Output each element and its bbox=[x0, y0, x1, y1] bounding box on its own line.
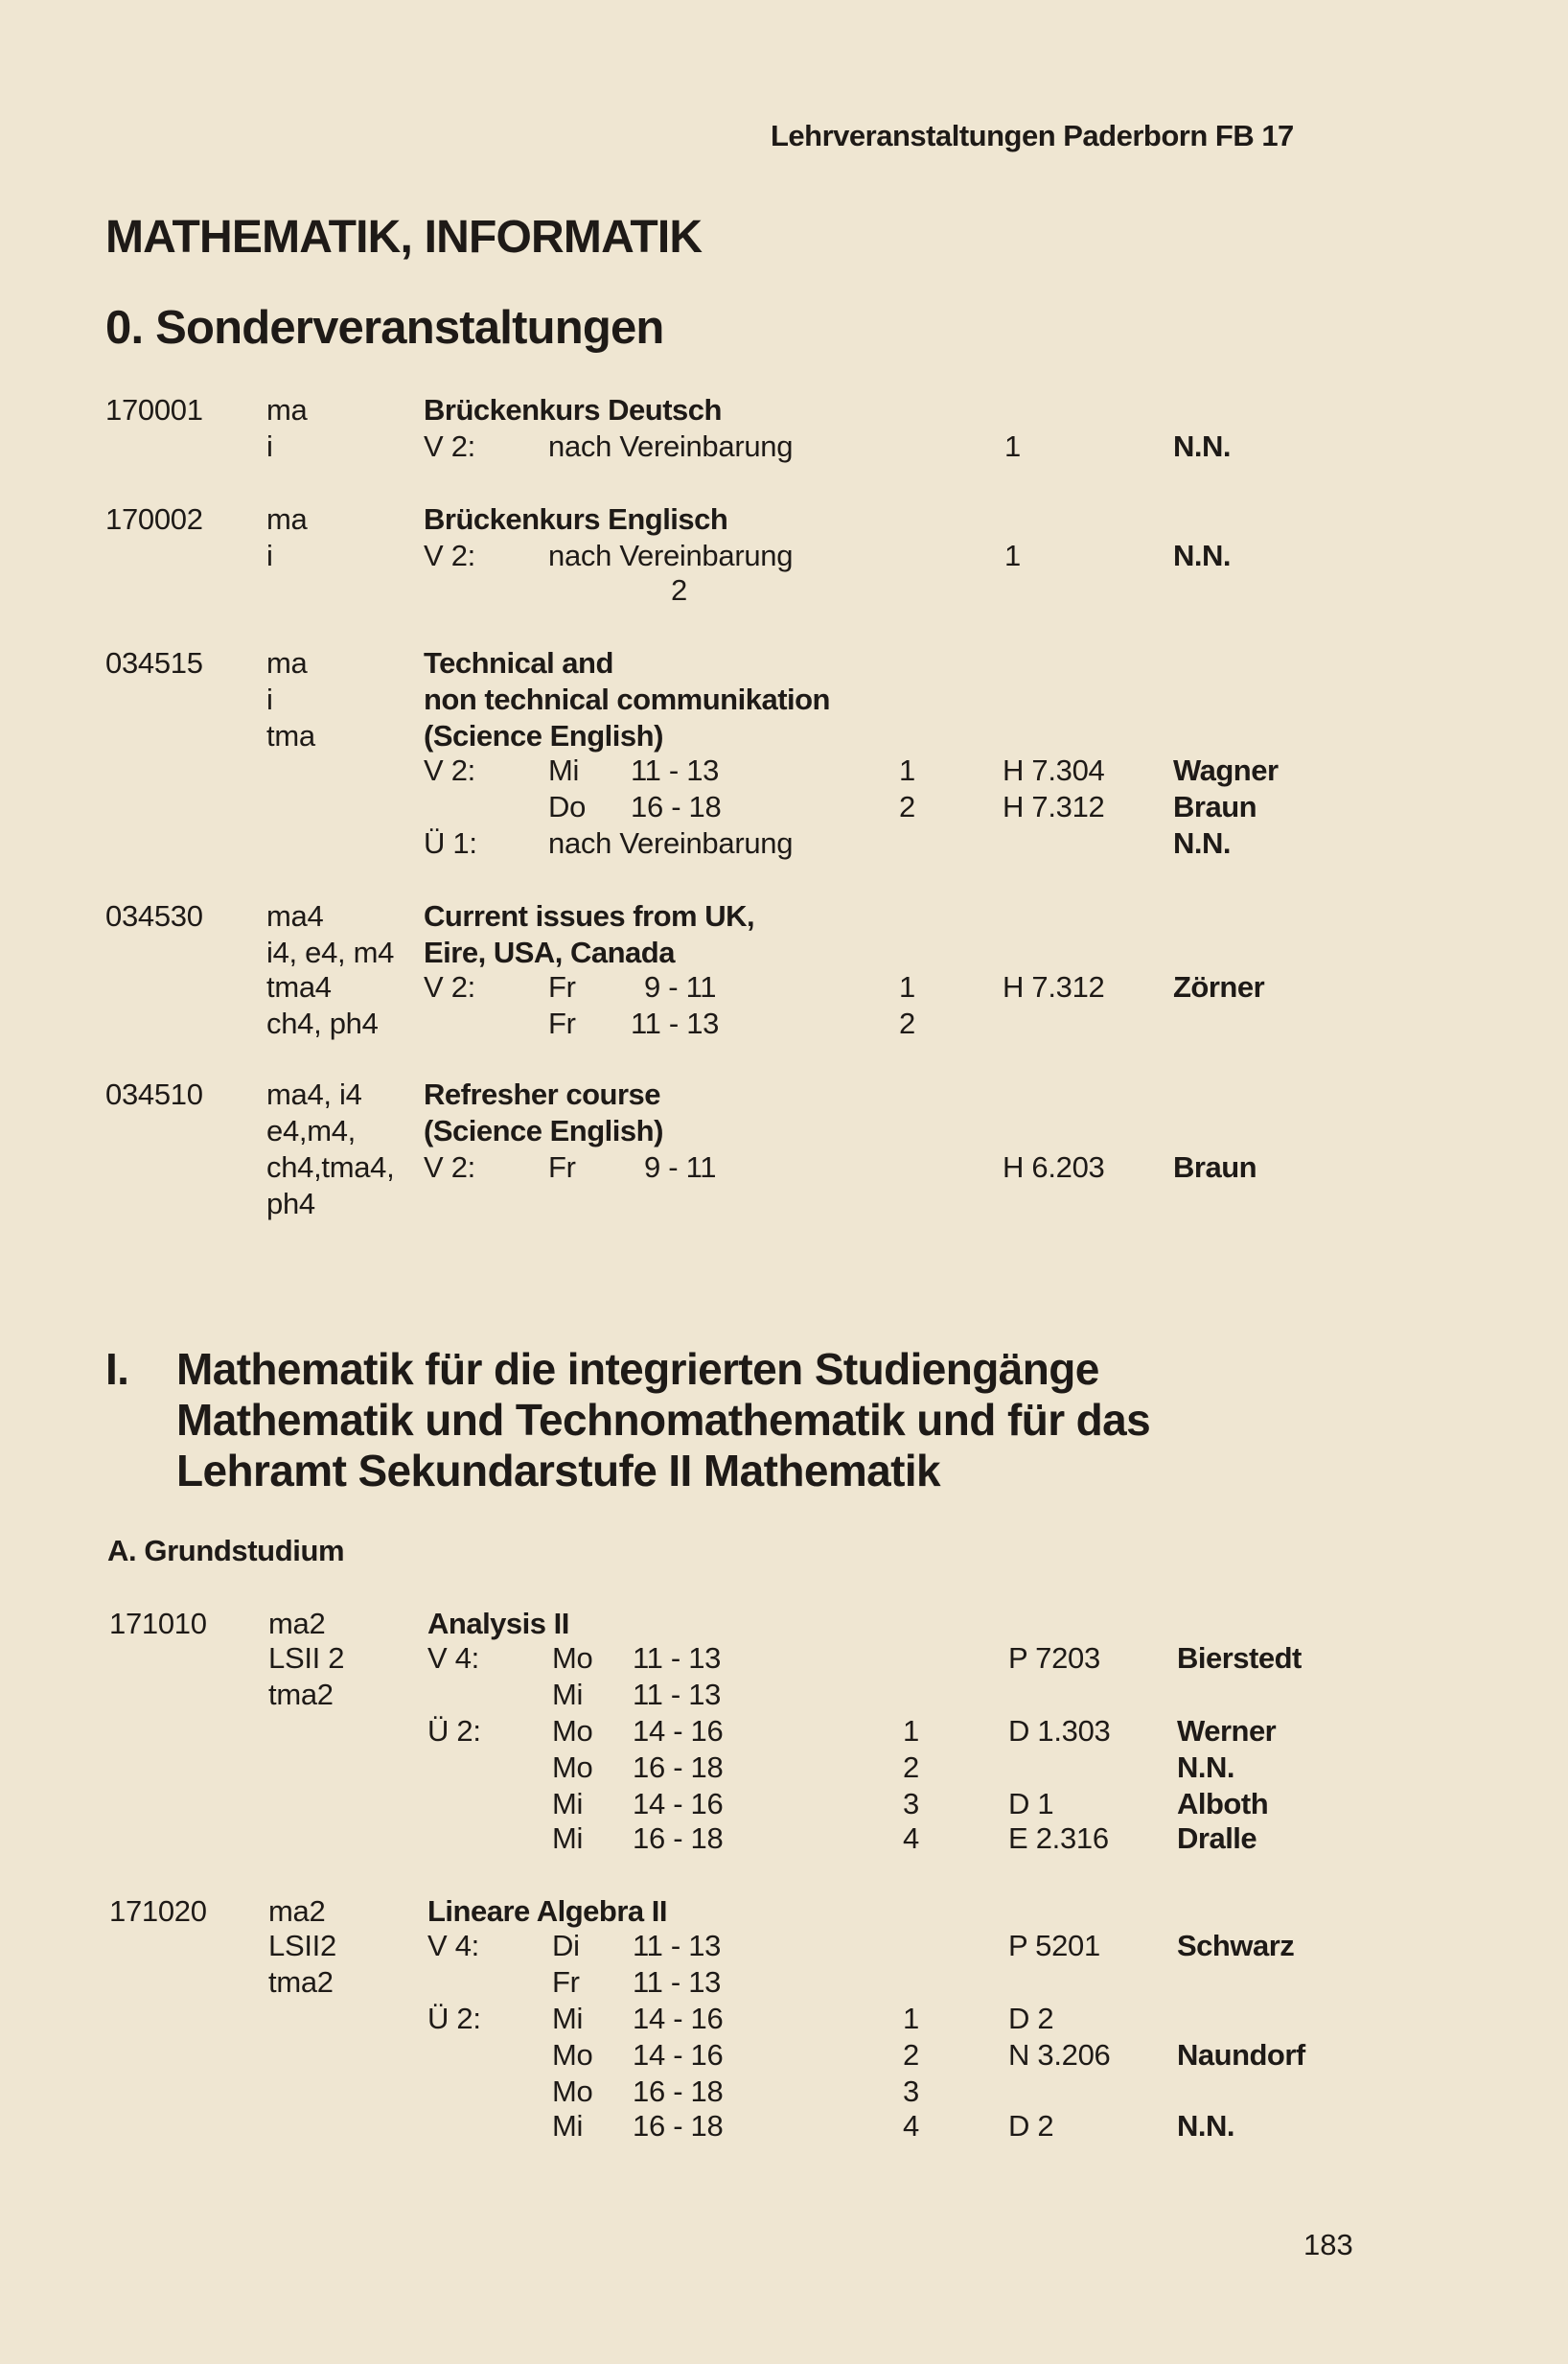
course-day: Fr bbox=[548, 1007, 576, 1040]
course-hours: 16 - 18 bbox=[633, 2074, 724, 2108]
section-1-title: Lehramt Sekundarstufe II Mathematik bbox=[176, 1446, 940, 1495]
course-time: nach Vereinbarung bbox=[548, 539, 794, 572]
course-extra: 2 bbox=[671, 573, 687, 607]
course-type: V 2: bbox=[424, 1150, 475, 1184]
course-audience: ma bbox=[266, 393, 308, 427]
course-title: Eire, USA, Canada bbox=[424, 936, 675, 969]
course-title: Current issues from UK, bbox=[424, 899, 755, 933]
course-title: Brückenkurs Deutsch bbox=[424, 393, 722, 427]
section-1-title: Mathematik für die integrierten Studiengänge bbox=[176, 1344, 1099, 1394]
course-lecturer: Naundorf bbox=[1177, 2038, 1305, 2072]
course-time: nach Vereinbarung bbox=[548, 826, 794, 860]
course-type: V 4: bbox=[427, 1929, 479, 1962]
course-type: V 2: bbox=[424, 753, 475, 787]
course-day: Fr bbox=[548, 1150, 576, 1184]
course-day: Mo bbox=[552, 1714, 593, 1748]
section-1-number: I. bbox=[105, 1344, 129, 1394]
course-hours: 16 - 18 bbox=[633, 1750, 724, 1784]
course-room: H 7.304 bbox=[1003, 753, 1105, 787]
course-audience: tma2 bbox=[268, 1678, 334, 1711]
course-group: 2 bbox=[899, 790, 915, 823]
course-audience: ma bbox=[266, 646, 308, 680]
course-id: 034515 bbox=[105, 646, 203, 680]
course-room: D 2 bbox=[1008, 2002, 1054, 2035]
section-0-title: 0. Sonderveranstaltungen bbox=[105, 302, 664, 354]
course-hours: 14 - 16 bbox=[633, 2038, 724, 2072]
course-room: D 2 bbox=[1008, 2109, 1054, 2143]
course-group: 3 bbox=[903, 1787, 919, 1820]
course-day: Mi bbox=[552, 1787, 584, 1820]
course-audience: tma4 bbox=[266, 970, 332, 1004]
course-day: Mo bbox=[552, 1641, 593, 1675]
course-group: 2 bbox=[899, 1007, 915, 1040]
course-day: Mo bbox=[552, 1750, 593, 1784]
course-type: V 2: bbox=[424, 970, 475, 1004]
course-audience: ch4,tma4, bbox=[266, 1150, 395, 1184]
course-room: P 5201 bbox=[1008, 1929, 1100, 1962]
running-header: Lehrveranstaltungen Paderborn FB 17 bbox=[771, 119, 1294, 152]
course-audience: ma2 bbox=[268, 1894, 326, 1928]
course-audience: tma2 bbox=[268, 1965, 334, 1999]
course-type: Ü 1: bbox=[424, 826, 477, 860]
course-room: D 1.303 bbox=[1008, 1714, 1111, 1748]
course-day: Mi bbox=[552, 2002, 584, 2035]
course-hours: 11 - 13 bbox=[633, 1929, 722, 1962]
course-hours: 9 - 11 bbox=[644, 1150, 717, 1184]
course-day: Di bbox=[552, 1929, 580, 1962]
course-lecturer: Bierstedt bbox=[1177, 1641, 1302, 1675]
course-room: D 1 bbox=[1008, 1787, 1054, 1820]
course-day: Mo bbox=[552, 2074, 593, 2108]
course-title: Brückenkurs Englisch bbox=[424, 502, 728, 536]
course-hours: 11 - 13 bbox=[633, 1678, 722, 1711]
course-id: 171020 bbox=[109, 1894, 207, 1928]
course-lecturer: N.N. bbox=[1173, 539, 1231, 572]
course-hours: 9 - 11 bbox=[644, 970, 717, 1004]
course-type: Ü 2: bbox=[427, 1714, 481, 1748]
course-day: Mi bbox=[548, 753, 580, 787]
course-title: (Science English) bbox=[424, 1114, 663, 1147]
course-audience: LSII2 bbox=[268, 1929, 336, 1962]
course-audience: LSII 2 bbox=[268, 1641, 345, 1675]
course-lecturer: Braun bbox=[1173, 790, 1257, 823]
course-day: Fr bbox=[548, 970, 576, 1004]
course-audience: i bbox=[266, 429, 273, 463]
course-title: (Science English) bbox=[424, 719, 663, 753]
course-day: Mi bbox=[552, 1821, 584, 1855]
course-audience: e4,m4, bbox=[266, 1114, 356, 1147]
course-room: H 6.203 bbox=[1003, 1150, 1105, 1184]
course-lecturer: Braun bbox=[1173, 1150, 1257, 1184]
course-audience: ma bbox=[266, 502, 308, 536]
course-hours: 16 - 18 bbox=[631, 790, 722, 823]
course-title: Analysis II bbox=[427, 1607, 569, 1640]
course-day: Mi bbox=[552, 2109, 584, 2143]
page-number: 183 bbox=[1303, 2228, 1353, 2261]
course-room: E 2.316 bbox=[1008, 1821, 1109, 1855]
course-lecturer: Schwarz bbox=[1177, 1929, 1295, 1962]
course-lecturer: Dralle bbox=[1177, 1821, 1257, 1855]
course-id: 170002 bbox=[105, 502, 203, 536]
course-type: Ü 2: bbox=[427, 2002, 481, 2035]
course-lecturer: N.N. bbox=[1173, 826, 1231, 860]
course-audience: ma2 bbox=[268, 1607, 326, 1640]
course-hours: 11 - 13 bbox=[633, 1641, 722, 1675]
course-group: 4 bbox=[903, 1821, 919, 1855]
course-type: V 2: bbox=[424, 429, 475, 463]
course-audience: ph4 bbox=[266, 1187, 315, 1220]
course-room: H 7.312 bbox=[1003, 970, 1105, 1004]
course-group: 4 bbox=[903, 2109, 919, 2143]
course-group: 2 bbox=[903, 1750, 919, 1784]
course-audience: tma bbox=[266, 719, 315, 753]
course-title: non technical communikation bbox=[424, 683, 830, 716]
course-hours: 14 - 16 bbox=[633, 1787, 724, 1820]
course-day: Mo bbox=[552, 2038, 593, 2072]
course-hours: 11 - 13 bbox=[631, 1007, 720, 1040]
course-title: Refresher course bbox=[424, 1078, 661, 1111]
course-audience: ma4 bbox=[266, 899, 324, 933]
course-hours: 11 - 13 bbox=[631, 753, 720, 787]
course-hours: 14 - 16 bbox=[633, 1714, 724, 1748]
course-room: N 3.206 bbox=[1008, 2038, 1111, 2072]
course-group: 1 bbox=[899, 970, 915, 1004]
course-lecturer: Alboth bbox=[1177, 1787, 1269, 1820]
course-hours: 16 - 18 bbox=[633, 2109, 724, 2143]
course-title: Technical and bbox=[424, 646, 613, 680]
course-hours: 14 - 16 bbox=[633, 2002, 724, 2035]
course-audience: ma4, i4 bbox=[266, 1078, 362, 1111]
course-group: 1 bbox=[903, 1714, 919, 1748]
course-hours: 11 - 13 bbox=[633, 1965, 722, 1999]
course-audience: i bbox=[266, 683, 273, 716]
course-id: 034510 bbox=[105, 1078, 203, 1111]
course-audience: i bbox=[266, 539, 273, 572]
course-lecturer: N.N. bbox=[1177, 1750, 1234, 1784]
section-1-title: Mathematik und Technomathematik und für das bbox=[176, 1395, 1151, 1445]
course-group: 1 bbox=[903, 2002, 919, 2035]
course-room: H 7.312 bbox=[1003, 790, 1105, 823]
course-title: Lineare Algebra II bbox=[427, 1894, 667, 1928]
course-id: 034530 bbox=[105, 899, 203, 933]
course-room: P 7203 bbox=[1008, 1641, 1100, 1675]
course-time: nach Vereinbarung bbox=[548, 429, 794, 463]
subsection-title: A. Grundstudium bbox=[107, 1534, 345, 1567]
course-day: Mi bbox=[552, 1678, 584, 1711]
course-group: 3 bbox=[903, 2074, 919, 2108]
course-type: V 4: bbox=[427, 1641, 479, 1675]
course-lecturer: Werner bbox=[1177, 1714, 1277, 1748]
course-id: 170001 bbox=[105, 393, 203, 427]
course-lecturer: Zörner bbox=[1173, 970, 1265, 1004]
page-title: MATHEMATIK, INFORMATIK bbox=[105, 212, 703, 263]
course-day: Fr bbox=[552, 1965, 580, 1999]
course-lecturer: Wagner bbox=[1173, 753, 1279, 787]
course-day: Do bbox=[548, 790, 587, 823]
course-hours: 16 - 18 bbox=[633, 1821, 724, 1855]
course-audience: i4, e4, m4 bbox=[266, 936, 395, 969]
course-lecturer: N.N. bbox=[1173, 429, 1231, 463]
course-group: 1 bbox=[1004, 429, 1021, 463]
course-id: 171010 bbox=[109, 1607, 207, 1640]
course-group: 2 bbox=[903, 2038, 919, 2072]
course-lecturer: N.N. bbox=[1177, 2109, 1234, 2143]
course-group: 1 bbox=[899, 753, 915, 787]
course-audience: ch4, ph4 bbox=[266, 1007, 379, 1040]
course-group: 1 bbox=[1004, 539, 1021, 572]
course-type: V 2: bbox=[424, 539, 475, 572]
